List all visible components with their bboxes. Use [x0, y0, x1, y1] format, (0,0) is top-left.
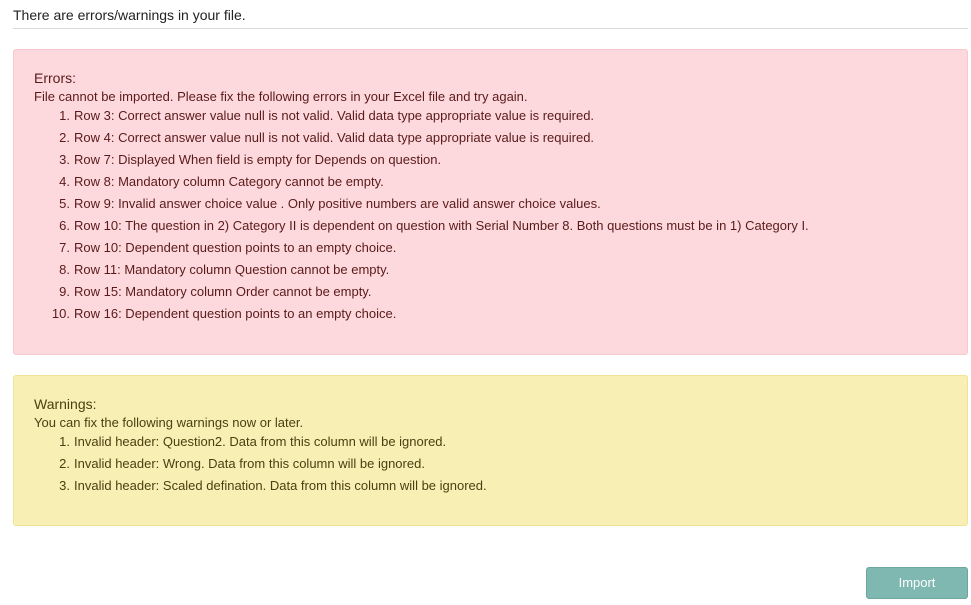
- error-item-text: Row 4: Correct answer value null is not valid. Valid data type appropriate value is required.: [74, 130, 595, 145]
- warning-item: [59, 434, 947, 450]
- error-item-number: 6.: [59, 218, 70, 233]
- import-button[interactable]: Import: [866, 567, 968, 599]
- error-item-text: Row 15: Mandatory column Order cannot be empty.: [74, 284, 372, 299]
- error-item: [59, 240, 947, 256]
- error-item-number: 4.: [59, 174, 70, 189]
- error-item-text: Row 3: Correct answer value null is not valid. Valid data type appropriate value is required.: [74, 108, 595, 123]
- error-item-number: 1.: [59, 108, 70, 123]
- error-item-number: 2.: [59, 130, 70, 145]
- error-item: [59, 262, 947, 278]
- error-item-number: 5.: [59, 196, 70, 211]
- warnings-title: Warnings:: [34, 396, 97, 412]
- error-item-number: 7.: [59, 240, 70, 255]
- divider: [13, 28, 968, 29]
- error-item-text: Row 8: Mandatory column Category cannot be empty.: [74, 174, 384, 189]
- error-item: [59, 218, 947, 234]
- error-item-number: 10.: [51, 306, 70, 321]
- warning-item-number: 3.: [59, 478, 70, 493]
- error-item: [59, 284, 947, 300]
- error-item-text: Row 10: The question in 2) Category II is dependent on question with Serial Number 8. Both questions must be in 1) Category I.: [74, 218, 809, 233]
- errors-list: [34, 108, 947, 322]
- warning-item-text: Invalid header: Wrong. Data from this column will be ignored.: [74, 456, 425, 471]
- error-item-text: Row 9: Invalid answer choice value . Only positive numbers are valid answer choice values.: [74, 196, 601, 211]
- error-item-number: 3.: [59, 152, 70, 167]
- error-item-text: Row 11: Mandatory column Question cannot be empty.: [74, 262, 390, 277]
- error-item: [51, 306, 947, 322]
- error-item: [59, 174, 947, 190]
- error-item-text: Row 10: Dependent question points to an empty choice.: [74, 240, 397, 255]
- warnings-intro: You can fix the following warnings now or later.: [34, 415, 304, 430]
- warnings-list: [34, 434, 947, 494]
- error-item: [59, 196, 947, 212]
- warning-item: [59, 478, 947, 494]
- warning-item: [59, 456, 947, 472]
- errors-title: Errors:: [34, 70, 76, 86]
- errors-intro: File cannot be imported. Please fix the following errors in your Excel file and try again.: [34, 89, 528, 104]
- error-item-number: 9.: [59, 284, 70, 299]
- warning-item-number: 1.: [59, 434, 70, 449]
- warning-item-text: Invalid header: Scaled defination. Data from this column will be ignored.: [74, 478, 487, 493]
- error-item: [59, 108, 947, 124]
- errors-panel: [13, 49, 968, 355]
- status-message: There are errors/warnings in your file.: [13, 7, 246, 23]
- warning-item-text: Invalid header: Question2. Data from this column will be ignored.: [74, 434, 447, 449]
- error-item-text: Row 7: Displayed When field is empty for Depends on question.: [74, 152, 442, 167]
- error-item: [59, 152, 947, 168]
- error-item-text: Row 16: Dependent question points to an empty choice.: [74, 306, 397, 321]
- warning-item-number: 2.: [59, 456, 70, 471]
- error-item-number: 8.: [59, 262, 70, 277]
- warnings-panel: [13, 375, 968, 526]
- error-item: [59, 130, 947, 146]
